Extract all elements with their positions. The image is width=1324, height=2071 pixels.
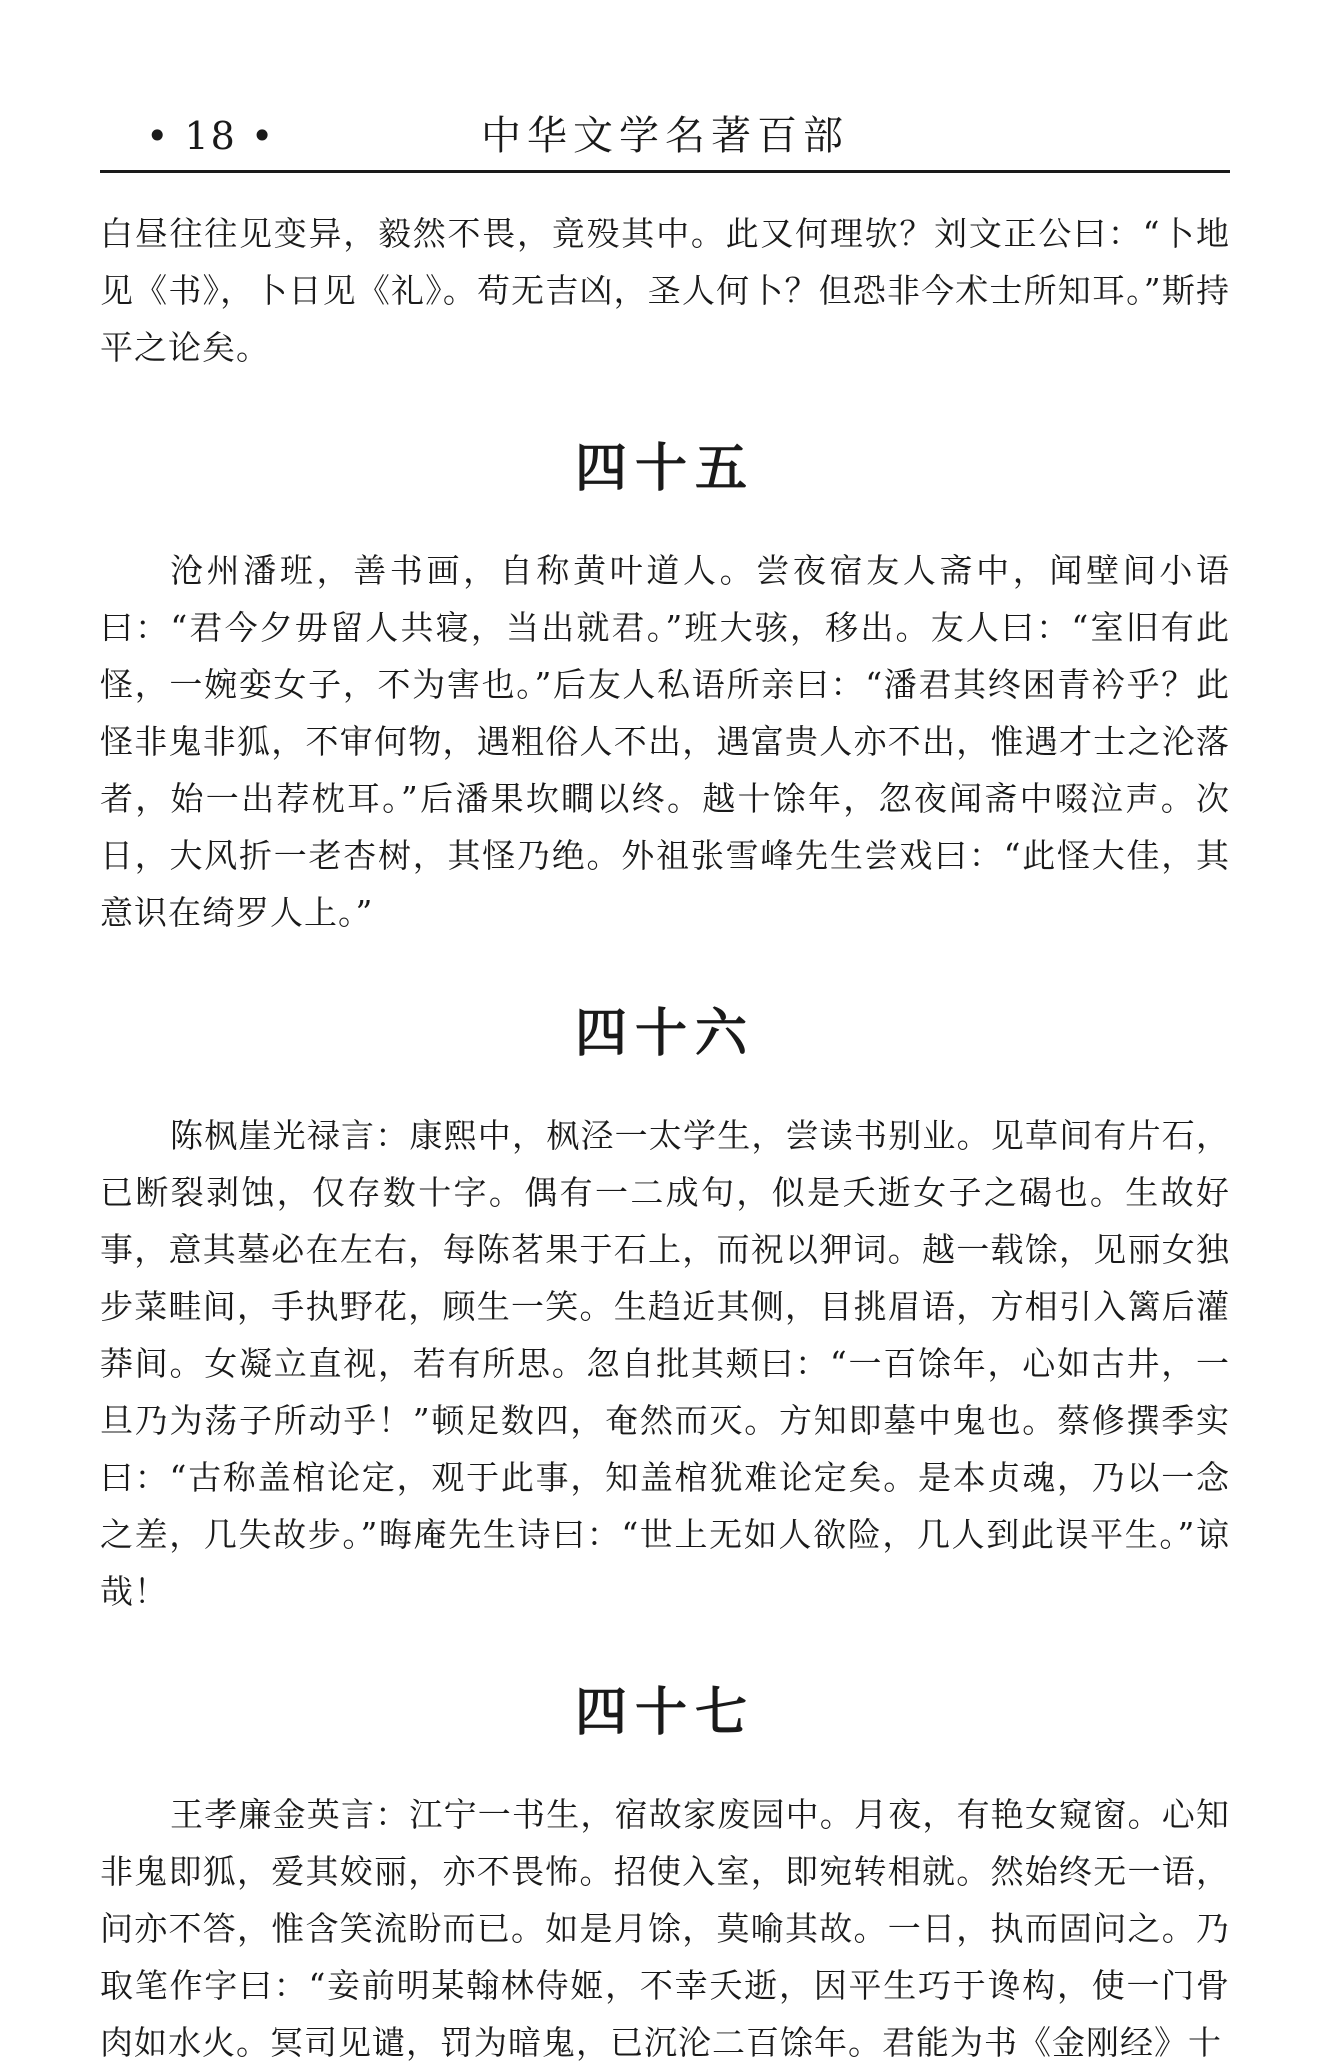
continued-paragraph: 白昼往往见变异，毅然不畏，竟殁其中。此又何理欤？刘文正公曰：“卜地见《书》，卜日见《礼》。苟无吉凶，圣人何卜？但恐非今术士所知耳。”斯持平之论矣。 <box>100 214 1230 367</box>
page-header <box>100 108 1230 170</box>
section-title-45: 四十五 <box>574 439 755 499</box>
running-title: 中华文学名著百部 <box>481 113 849 159</box>
section-46-paragraph: 陈枫崖光禄言：康熙中，枫泾一太学生，尝读书别业。见草间有片石，已断裂剥蚀，仅存数十字。偶有一二成句，似是夭逝女子之碣也。生故好事，意其墓必在左右，每陈茗果于石上，而祝以狎词。越一载馀，见丽女独步菜畦间，手执野花，顾生一笑。生趋近其侧，目挑眉语，方相引入篱后灌莽间。女凝立直视，若有所思。忽自批其颊曰：“一百馀年，心如古井，一旦乃为荡子所动乎！”顿足数四，奄然而灭。方知即墓中鬼也。蔡修撰季实曰：“古称盖棺论定，观于此事，知盖棺犹难论定矣。是本贞魂，乃以一念之差，几失故步。”晦庵先生诗曰：“世上无如人欲险，几人到此误平生。”谅哉！ <box>100 1116 1230 1611</box>
section-title-46: 四十六 <box>574 1004 755 1064</box>
section-47-paragraph: 王孝廉金英言：江宁一书生，宿故家废园中。月夜，有艳女窥窗。心知非鬼即狐，爱其姣丽，亦不畏怖。招使入室，即宛转相就。然始终无一语，问亦不答，惟含笑流盼而已。如是月馀，莫喻其故。一日，执而固问之。乃取笔作字曰：“妾前明某翰林侍姬，不幸夭逝，因平生巧于谗构，使一门骨肉如水火。冥司见谴，罚为暗鬼，已沉沦二百馀年。君能为书《金刚经》十 <box>100 1795 1230 2062</box>
page-body <box>100 205 1230 2071</box>
page-number: • 18 • <box>146 114 276 158</box>
section-45-paragraph: 沧州潘班，善书画，自称黄叶道人。尝夜宿友人斋中，闻壁间小语曰：“君今夕毋留人共寝，当出就君。”班大骇，移出。友人曰：“室旧有此怪，一婉娈女子，不为害也。”后友人私语所亲曰：“潘君其终困青衿乎？此怪非鬼非狐，不审何物，遇粗俗人不出，遇富贵人亦不出，惟遇才士之沦落者，始一出荐枕耳。”后潘果坎瞷以终。越十馀年，忽夜闻斋中啜泣声。次日，大风折一老杏树，其怪乃绝。外祖张雪峰先生尝戏曰：“此怪大佳，其意识在绮罗人上。” <box>100 551 1230 932</box>
section-title-47: 四十七 <box>574 1683 755 1743</box>
header-rule <box>100 170 1230 173</box>
